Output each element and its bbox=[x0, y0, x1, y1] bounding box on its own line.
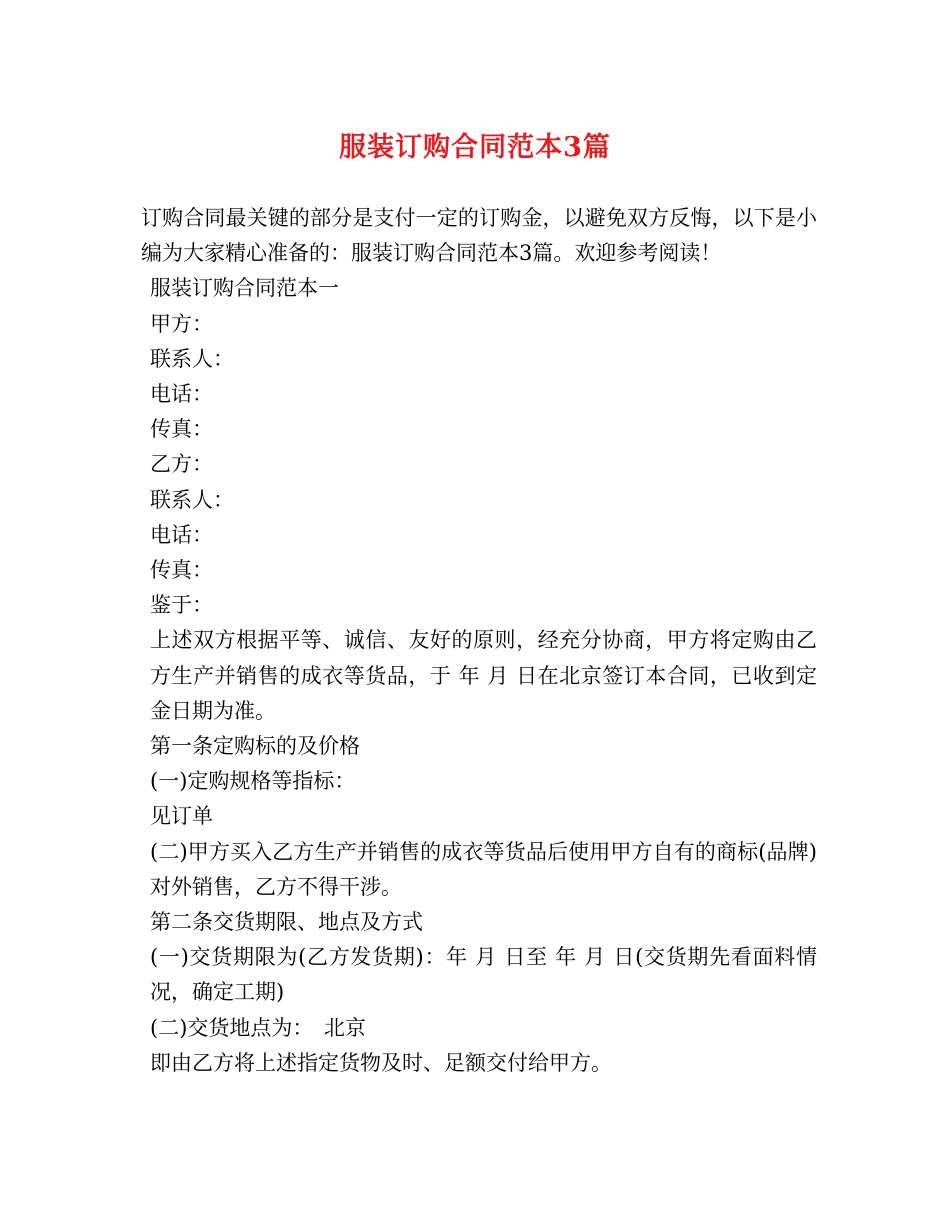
paragraph: (一)定购规格等指标： bbox=[150, 769, 356, 794]
document-title: 服装订购合同范本3篇 bbox=[339, 132, 611, 163]
paragraph: 见订单 bbox=[150, 804, 213, 829]
paragraph: 即由乙方将上述指定货物及时、足额交付给甲方。 bbox=[150, 1050, 612, 1075]
paragraph: 第一条定购标的及价格 bbox=[150, 734, 360, 759]
paragraph: (二)交货地点为： 北京 bbox=[150, 1015, 366, 1040]
paragraph: (二)甲方买入乙方生产并销售的成衣等货品后使用甲方自有的商标(品牌)对外销售，乙方不得干涉。 bbox=[150, 839, 817, 899]
paragraph: 上述双方根据平等、诚信、友好的原则，经充分协商，甲方将定购由乙方生产并销售的成衣等货品，于 年 月 日在北京签订本合同，已收到定金日期为准。 bbox=[150, 628, 817, 723]
paragraph: 第二条交货期限、地点及方式 bbox=[150, 910, 423, 935]
document-body bbox=[141, 201, 817, 1081]
paragraph: 传真： bbox=[150, 558, 213, 583]
paragraph: (一)交货期限为(乙方发货期)：年 月 日至 年 月 日(交货期先看面料情况，确定工期) bbox=[150, 945, 817, 1005]
paragraph: 联系人： bbox=[150, 346, 234, 371]
paragraph: 电话： bbox=[150, 382, 213, 407]
paragraph: 鉴于： bbox=[150, 593, 213, 618]
paragraph: 电话： bbox=[150, 522, 213, 547]
paragraph: 乙方： bbox=[150, 452, 213, 477]
paragraph: 订购合同最关键的部分是支付一定的订购金，以避免双方反悔，以下是小编为大家精心准备的：服装订购合同范本3篇。欢迎参考阅读！ bbox=[141, 206, 817, 266]
paragraph: 服装订购合同范本一 bbox=[150, 276, 339, 301]
paragraph: 联系人： bbox=[150, 487, 234, 512]
paragraph: 甲方： bbox=[150, 311, 213, 336]
paragraph: 传真： bbox=[150, 417, 213, 442]
